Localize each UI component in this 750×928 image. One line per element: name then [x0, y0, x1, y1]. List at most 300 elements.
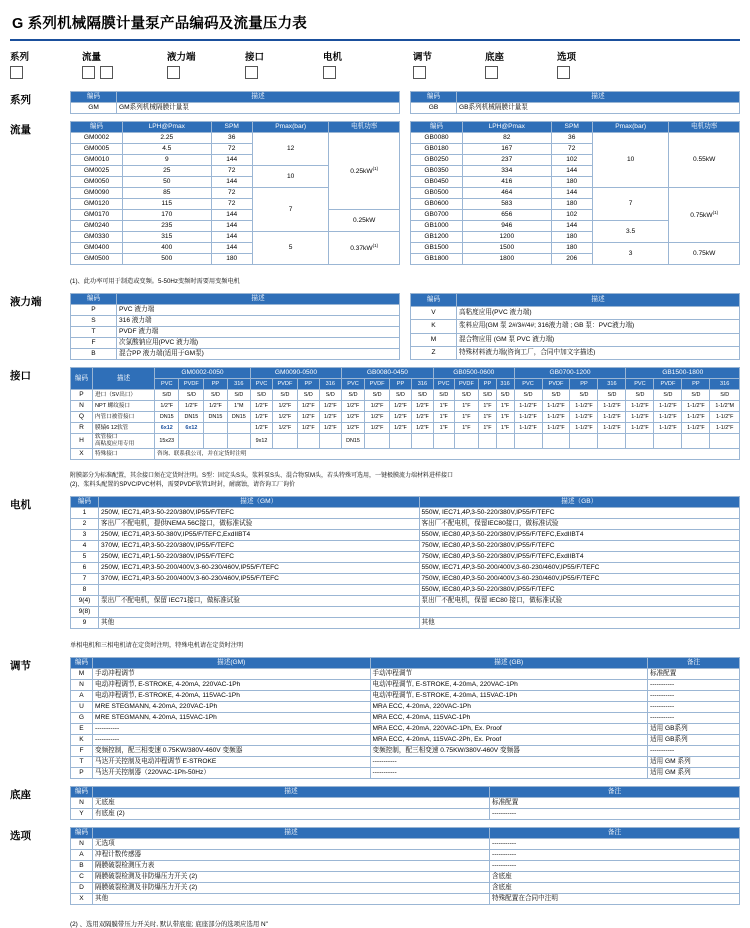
- table-cell: 适用 GM 系列: [648, 757, 740, 768]
- table-cell: 膜辕6 12软管: [93, 423, 155, 434]
- table-cell: 72: [211, 144, 252, 155]
- table-cell: 浆料应用(GM 泵 2#/3#/4#; 316液力端 ; GB 泵：PVC液力端): [457, 320, 740, 333]
- code-string-bar: [10, 49, 740, 81]
- table-cell: 180: [551, 177, 592, 188]
- code-box[interactable]: [413, 66, 426, 79]
- table-cell: 1-1/2"F: [626, 401, 654, 412]
- table-cell: 400: [123, 243, 212, 254]
- table-cell: 无选项: [93, 839, 490, 850]
- table-cell: 1-1/2"F: [654, 412, 682, 423]
- table-cell: GM系列机械隔膜计量泵: [117, 103, 400, 114]
- code-box[interactable]: [485, 66, 498, 79]
- table-cell: 9(8): [71, 607, 99, 618]
- table-cell: DN15: [179, 412, 204, 423]
- table-cell: 1-1/2"F: [654, 423, 682, 434]
- table-cell: S: [71, 316, 117, 327]
- table-cell: 咨询、联系我公司，并在定货时注明: [155, 449, 740, 460]
- table-cell: S/D: [179, 390, 204, 401]
- table-cell: 3: [592, 243, 669, 265]
- column-header: 编码: [71, 787, 93, 798]
- table-cell: 167: [463, 144, 552, 155]
- table-cell: [273, 434, 298, 449]
- table-cell: 36: [211, 133, 252, 144]
- table-cell: GB0450: [411, 177, 463, 188]
- table-cell: U: [71, 702, 93, 713]
- table-cell: 1/2"F: [389, 401, 411, 412]
- table-cell: S/D: [319, 390, 341, 401]
- table-cell: 马达开关控制器（220VAC-1Ph-50Hz）: [93, 768, 371, 779]
- column-header: PP: [389, 379, 411, 390]
- codecell-series: 系列: [10, 49, 82, 81]
- table-row: [411, 320, 740, 333]
- table-cell: 0.25kW: [329, 210, 400, 232]
- table-cell: 1: [71, 508, 99, 519]
- table-row: [71, 735, 740, 746]
- table-cell: 115: [123, 199, 212, 210]
- table-cell: M: [411, 333, 457, 346]
- table-row: [71, 103, 400, 114]
- table-row: [71, 669, 740, 680]
- liquid-end-table-left: [70, 293, 400, 360]
- table-cell: 1"F: [454, 423, 479, 434]
- column-header: PVDF: [365, 379, 390, 390]
- table-cell: S/D: [433, 390, 454, 401]
- table-cell: S/D: [598, 390, 626, 401]
- table-cell: 1-1/2"F: [514, 412, 542, 423]
- table-row: [71, 574, 740, 585]
- column-header: GM0090-0500: [251, 368, 342, 379]
- table-cell: PVC 液力端: [117, 305, 400, 316]
- table-cell: GB1500: [411, 243, 463, 254]
- table-cell: GM0005: [71, 144, 123, 155]
- table-cell: 144: [211, 155, 252, 166]
- column-header: 编码: [411, 92, 457, 103]
- table-cell: 1/2"F: [389, 423, 411, 434]
- table-cell: 1-1/2"F: [710, 412, 740, 423]
- table-cell: 1"F: [496, 401, 514, 412]
- table-cell: 手动冲程调节: [370, 669, 648, 680]
- table-cell: MRA ECC, 4-20mA, 220VAC-1Ph, Ex. Proof: [370, 724, 648, 735]
- table-cell: 混合PP 液力端(适用于GM泵): [117, 349, 400, 360]
- codecell-adjust: 调节: [413, 49, 485, 81]
- column-header: 描述: [117, 92, 400, 103]
- table-cell: S/D: [227, 390, 250, 401]
- table-cell: -----------: [93, 735, 371, 746]
- code-box[interactable]: [323, 66, 336, 79]
- table-row: [71, 768, 740, 779]
- table-cell: MRA ECC, 4-20mA, 220VAC-1Ph: [370, 702, 648, 713]
- table-row: [71, 607, 740, 618]
- table-row: [71, 305, 400, 316]
- table-row: [71, 809, 740, 820]
- table-cell: 583: [463, 199, 552, 210]
- table-cell: -----------: [370, 768, 648, 779]
- column-header: 编码: [71, 122, 123, 133]
- column-header: Pmax(bar): [592, 122, 669, 133]
- column-header: GB0500-0600: [433, 368, 514, 379]
- table-cell: 电动冲程调节, E-STROKE, 4-20mA, 115VAC-1Ph: [370, 691, 648, 702]
- column-header: PP: [682, 379, 710, 390]
- table-row: [71, 390, 740, 401]
- column-header: PP: [479, 379, 496, 390]
- code-box[interactable]: [100, 66, 113, 79]
- column-header: 编码: [411, 294, 457, 307]
- table-cell: 15x23: [155, 434, 179, 449]
- table-cell: N: [71, 839, 93, 850]
- table-cell: S/D: [514, 390, 542, 401]
- table-row: [71, 839, 740, 850]
- table-cell: GM0240: [71, 221, 123, 232]
- table-cell: 1/2"F: [273, 412, 298, 423]
- table-cell: 102: [551, 210, 592, 221]
- table-cell: N: [71, 680, 93, 691]
- table-row: [71, 861, 740, 872]
- table-cell: N: [71, 798, 93, 809]
- section-interface: 接口 编码 描述 GM0002-0050 GM0090-0500 GB0080-0450 GB0500-0600 GB0700-1200 GB1500-1800 PVC PVDF PP 316 PVC PVDF PP 316 PVC PVDF PP 316 PVC PVDF PP 316 PVC PVDF PP 316 PVC PVDF PP 316 P 进口（SV出口） S/D S/D S/D S/D S/D S/D S/D S/D S/D S/D S/D S/D S/D S/D S/D S/D S/D S/D S/D S/D S/D S/D S/D S/D N NPT 螺纹接口 1/2"F 1/2"F 1/2"F 1"M 1/2"F 1/2"F 1/2"F 1/2"F 1/2"F 1/2"F 1/2"F 1/2"F 1"F 1"F 1"F 1"F 1-1/2"F 1-1/2"F 1-1/2"F 1-1/2"F 1-1/2"F 1-1/2"F 1-1/2"F 1-1/2"M Q 内管口被管接口 DN15 DN15 DN15 DN15 1/2"F 1/2"F 1/2"F 1/2"F 1/2"F 1/2"F 1/2"F 1/2"F 1"F 1"F 1"F 1"F 1-1/2"F 1-1/2"F 1-1/2"F 1-1/2"F 1-1/2"F 1-1/2"F 1-1/2"F 1-1/2"F R 膜辕6 12软管 6x12 6x12 1/2"F 1/2"F 1/2"F 1/2"F 1/2"F 1/2"F 1/2"F 1/2"F 1"F 1"F 1"F 1"F 1-1/2"F 1-1/2"F 1-1/2"F 1-1/2"F 1-1/2"F 1-1/2"F 1-1/2"F 1-1/2"F H 软管接口 高粘度应用专用 15x23 9x12 DN15 X 特殊接口 咨询、联系我公司，并在定货时注明 附膜部分为标准配置，其余接口须在定货时注明。S型：固定头S头，浆料泵S头、混合物泵M头，若头特殊可选用，一键极膜流力端材料进样接口 (2)、浆料头配置的SPVC/PVC材料，需要PVDF软管1时封，耐腐蚀，请咨询工厂询价: [10, 367, 740, 489]
- table-cell: GB0080: [411, 133, 463, 144]
- table-cell: P: [71, 305, 117, 316]
- table-cell: DN15: [155, 412, 179, 423]
- table-cell: -----------: [648, 702, 740, 713]
- code-box[interactable]: [557, 66, 570, 79]
- table-cell: T: [71, 757, 93, 768]
- table-cell: GB1000: [411, 221, 463, 232]
- column-header: 描述: [457, 92, 740, 103]
- column-header: 电机功率: [669, 122, 740, 133]
- table-cell: 特殊接口: [93, 449, 155, 460]
- column-header: PP: [570, 379, 598, 390]
- interface-table: [70, 367, 740, 460]
- table-cell: GM0170: [71, 210, 123, 221]
- table-cell: R: [71, 423, 93, 434]
- table-cell: 1"F: [479, 401, 496, 412]
- table-row: [71, 746, 740, 757]
- table-cell: GM0500: [71, 254, 123, 265]
- table-cell: 1/2"F: [179, 401, 204, 412]
- table-cell: 1/2"F: [204, 401, 227, 412]
- table-cell: 1/2"F: [319, 401, 341, 412]
- table-cell: GB0500: [411, 188, 463, 199]
- table-cell: 1-1/2"M: [710, 401, 740, 412]
- table-cell: 1-1/2"F: [682, 401, 710, 412]
- table-cell: GB1800: [411, 254, 463, 265]
- column-header: 316: [710, 379, 740, 390]
- table-cell: DN15: [341, 434, 364, 449]
- table-cell: 1/2"F: [365, 412, 390, 423]
- table-cell: 170: [123, 210, 212, 221]
- table-cell: P: [71, 768, 93, 779]
- table-cell: 混合物应用 (GM 泵 PVC 液力端): [457, 333, 740, 346]
- table-cell: 手动冲程调节: [93, 669, 371, 680]
- column-header: 描述（GM）: [99, 497, 420, 508]
- section-flow: 流量 编码 LPH@Pmax SPM Pmax(bar) 电机功率 GM0002 2.25 36 12 $0.25kW^{(1)}$ GM0005 4.5 72 GM0010 9 144 GM0025 25 72 10 GM0050 50 144 GM0090 85 72 7 GM0120 115 72 GM0170 170 144 0.25kW GM0240 235 144 GM0330 315 144 5 $0.37kW^{(1)}$ GM0400 400 144 GM0500 500 180 编码 LPH@Pmax SPM Pmax(bar) 电机功率 GB0080 82 36 10 0.55kW GB0180 167 72 GB0250 237 102 GB0350 334 144 GB0450 416 180 GB0500 464 144 7 $0.75kW^{(1)}$ GB0600 583 180 GB0700 656 102 GB1000 946 144 3.5 GB1200 1200 180 GB1500 1500 180 3 0.75kW GB1800 1800 206 (1)、此功率可用于制造或变频。5-50Hz变频时需要用变频电机: [10, 121, 740, 286]
- table-cell: [297, 434, 319, 449]
- column-header: PVDF: [454, 379, 479, 390]
- table-row: [71, 412, 740, 423]
- table-cell: GM0330: [71, 232, 123, 243]
- table-cell: 1/2"F: [297, 423, 319, 434]
- section-base: 底座 编码 描述 备注 N 无底座 标准配置 Y 有底座 (2) -----------: [10, 786, 740, 820]
- code-box[interactable]: [10, 66, 23, 79]
- table-row: [71, 327, 400, 338]
- table-cell: 102: [551, 155, 592, 166]
- table-cell: 656: [463, 210, 552, 221]
- column-header: PVDF: [273, 379, 298, 390]
- table-cell: [179, 434, 204, 449]
- column-header: PVDF: [542, 379, 570, 390]
- table-row: [71, 552, 740, 563]
- column-header: 描述: [457, 294, 740, 307]
- table-cell: [433, 434, 454, 449]
- table-cell: GM0010: [71, 155, 123, 166]
- table-cell: 9(4): [71, 596, 99, 607]
- table-cell: 电动冲程调节, E-STROKE, 4-20mA, 115VAC-1Ph: [93, 691, 371, 702]
- table-cell: 5: [71, 552, 99, 563]
- table-cell: 1/2"F: [155, 401, 179, 412]
- table-cell: 6x12: [179, 423, 204, 434]
- note-line: (2)、浆料头配置的SPVC/PVC材料，需要PVDF软管1时封，耐腐蚀，请咨询工厂询价: [70, 481, 296, 488]
- table-cell: 144: [211, 177, 252, 188]
- column-header: PVC: [251, 379, 273, 390]
- table-cell: 进口（SV出口）: [93, 390, 155, 401]
- table-cell: 550W, IEC80,4P,3-50-220/380V,IP55/F/TEFC: [419, 585, 740, 596]
- table-cell: 1/2"F: [297, 412, 319, 423]
- table-row: [71, 541, 740, 552]
- table-row: [71, 585, 740, 596]
- table-cell: 6x12: [155, 423, 179, 434]
- note-line: 附膜部分为标准配置，其余接口须在定货时注明。S型：固定头S头，浆料泵S头、混合物泵M头，若头特殊可选用，一键极膜流力端材料进样接口: [70, 473, 454, 479]
- flow-note: (1)、此功率可用于制造或变频。5-50Hz变频时需要用变频电机: [70, 278, 240, 285]
- table-cell: 1"M: [227, 401, 250, 412]
- table-cell: 1800: [463, 254, 552, 265]
- table-cell: 750W, IEC80,4P,3-50-200/400V,3-60-230/460V,IP55/F/TEFC: [419, 574, 740, 585]
- table-cell: $0.37kW^{(1)}$: [329, 232, 400, 265]
- table-cell: 1-1/2"F: [570, 401, 598, 412]
- table-cell: 4: [71, 541, 99, 552]
- section-series: 系列 编码 描述 GM GM系列机械隔膜计量泵 编码 描述 GB GB系列机械隔膜计量泵: [10, 91, 740, 114]
- table-cell: GB0700: [411, 210, 463, 221]
- table-row: [411, 188, 740, 199]
- table-cell: GB0600: [411, 199, 463, 210]
- column-header: GB1500-1800: [626, 368, 740, 379]
- table-cell: 25: [123, 166, 212, 177]
- table-cell: GM0120: [71, 199, 123, 210]
- table-cell: 1-1/2"F: [654, 401, 682, 412]
- table-row: [71, 691, 740, 702]
- table-cell: 客出厂不配电机，提供NEMA 56C接口，做标准试验: [99, 519, 420, 530]
- table-cell: 特殊材料液力端(咨询工厂，合同中加文字描述): [457, 346, 740, 359]
- table-cell: 9: [123, 155, 212, 166]
- table-cell: GB: [411, 103, 457, 114]
- table-cell: 7: [592, 188, 669, 221]
- column-header: SPM: [211, 122, 252, 133]
- code-box[interactable]: [167, 66, 180, 79]
- table-cell: 1/2"F: [319, 423, 341, 434]
- table-cell: 464: [463, 188, 552, 199]
- column-header: 备注: [490, 787, 740, 798]
- table-row: [71, 894, 740, 905]
- table-cell: [514, 434, 542, 449]
- table-cell: 标准配置: [490, 798, 740, 809]
- table-cell: 144: [211, 210, 252, 221]
- table-cell: A: [71, 850, 93, 861]
- column-header: PVC: [155, 379, 179, 390]
- table-cell: 有底座 (2): [93, 809, 490, 820]
- table-cell: 0.55kW: [669, 133, 740, 188]
- table-cell: 370W, IEC71,4P,3-50-220/380V,IP55/F/TEFC: [99, 541, 420, 552]
- table-cell: 1/2"F: [273, 423, 298, 434]
- table-cell: -----------: [490, 861, 740, 872]
- table-cell: 1/2"F: [251, 401, 273, 412]
- table-cell: [419, 607, 740, 618]
- table-row: [411, 307, 740, 320]
- table-cell: 72: [211, 166, 252, 177]
- table-cell: D: [71, 883, 93, 894]
- column-header: LPH@Pmax: [123, 122, 212, 133]
- table-cell: 10: [252, 166, 329, 188]
- column-header: 描述: [117, 294, 400, 305]
- table-cell: 其他: [93, 894, 490, 905]
- table-cell: 370W, IEC71,4P,3-50-200/400V,3-60-230/460V,IP55/F/TEFC: [99, 574, 420, 585]
- table-cell: 1-1/2"F: [598, 401, 626, 412]
- table-cell: $0.75kW^{(1)}$: [669, 188, 740, 243]
- table-cell: [99, 585, 420, 596]
- table-cell: 144: [551, 188, 592, 199]
- table-row: [411, 346, 740, 359]
- table-cell: 1-1/2"F: [682, 423, 710, 434]
- table-cell: GB0250: [411, 155, 463, 166]
- table-row: [411, 333, 740, 346]
- table-cell: 1/2"F: [411, 412, 433, 423]
- table-cell: 12: [252, 133, 329, 166]
- column-header: 描述(GM): [93, 658, 371, 669]
- table-cell: 1"F: [433, 401, 454, 412]
- table-cell: 144: [211, 221, 252, 232]
- column-header: 备注: [648, 658, 740, 669]
- table-cell: GB0180: [411, 144, 463, 155]
- table-cell: [542, 434, 570, 449]
- column-header: 描述: [93, 787, 490, 798]
- table-cell: GM0400: [71, 243, 123, 254]
- motor-table: [70, 496, 740, 629]
- series-table-gb: [410, 91, 740, 114]
- table-cell: 946: [463, 221, 552, 232]
- table-cell: S/D: [626, 390, 654, 401]
- table-cell: 550W, IEC80,4P,3-50-220/380V,IP55/F/TEFC,ExdIIBT4: [419, 530, 740, 541]
- code-box[interactable]: [82, 66, 95, 79]
- table-cell: [204, 423, 227, 434]
- table-cell: 含底座: [490, 883, 740, 894]
- table-cell: 250W, IEC71,4P,1-50-220/380V,IP55/F/TEFC: [99, 552, 420, 563]
- column-header: PVC: [341, 379, 364, 390]
- table-row: [71, 133, 400, 144]
- table-cell: 电动冲程调节, E-STROKE, 4-20mA, 220VAC-1Ph: [370, 680, 648, 691]
- codecell-liquid-end: 液力端: [167, 49, 245, 81]
- table-cell: DN15: [227, 412, 250, 423]
- table-cell: 750W, IEC80,4P,3-50-220/380V,IP55/F/TEFC,ExdIIBT4: [419, 552, 740, 563]
- table-cell: 1-1/2"F: [626, 423, 654, 434]
- table-cell: 72: [211, 199, 252, 210]
- table-cell: 144: [211, 232, 252, 243]
- table-cell: [626, 434, 654, 449]
- motor-note: 单相电机和三相电机请在定货时注明，特殊电机请在定货时注明: [70, 642, 244, 649]
- table-cell: 适用 GB系列: [648, 735, 740, 746]
- flow-table-gm: [70, 121, 400, 265]
- table-cell: -----------: [490, 850, 740, 861]
- table-cell: PVDF 液力端: [117, 327, 400, 338]
- table-cell: 隔膜破裂检测及非防爆压力开关 (2): [93, 883, 490, 894]
- table-cell: 250W, IEC71,4P,3-50-200/400V,3-60-230/460V,IP55/F/TEFC: [99, 563, 420, 574]
- table-cell: GB系列机械隔膜计量泵: [457, 103, 740, 114]
- table-cell: 5: [252, 232, 329, 265]
- table-cell: S/D: [341, 390, 364, 401]
- table-cell: S/D: [297, 390, 319, 401]
- table-cell: S/D: [542, 390, 570, 401]
- column-header: PP: [297, 379, 319, 390]
- table-cell: 144: [211, 243, 252, 254]
- table-cell: 235: [123, 221, 212, 232]
- table-cell: 适用 GM 系列: [648, 768, 740, 779]
- table-cell: 180: [551, 243, 592, 254]
- table-cell: Z: [411, 346, 457, 359]
- code-box[interactable]: [245, 66, 258, 79]
- table-cell: 144: [551, 221, 592, 232]
- column-header: GM0002-0050: [155, 368, 251, 379]
- codecell-flow: 流量: [82, 49, 167, 81]
- liquid-end-table-right: [410, 293, 740, 360]
- table-cell: GM0090: [71, 188, 123, 199]
- table-row: [71, 401, 740, 412]
- table-row: [71, 618, 740, 629]
- codecell-interface: 接口: [245, 49, 323, 81]
- table-cell: 1-1/2"F: [514, 401, 542, 412]
- table-cell: 1200: [463, 232, 552, 243]
- table-cell: -----------: [648, 680, 740, 691]
- table-cell: 3: [71, 530, 99, 541]
- column-header: 编码: [71, 92, 117, 103]
- table-cell: 1/2"F: [251, 412, 273, 423]
- table-row: [71, 850, 740, 861]
- codecell-motor: 电机: [323, 49, 413, 81]
- table-row: [71, 596, 740, 607]
- section-options: 选项 编码 描述 备注 N 无选项 ----------- A 冲程计数传感器 ----------- B 隔膜破裂检测压力表 ----------- C 隔膜破裂检测及非防爆压力开关 (2) 含底座 D 隔膜破裂检测及非防爆压力开关 (2) 含底座 X 其他 特殊配置在合同中注明 (2) 、选用双隔膜带压力开关时, 默认带底座; 底座部分的选项应选用 N": [10, 827, 740, 928]
- table-cell: GB1200: [411, 232, 463, 243]
- table-cell: 1"F: [496, 423, 514, 434]
- table-cell: 1-1/2"F: [542, 412, 570, 423]
- column-header: LPH@Pmax: [463, 122, 552, 133]
- table-cell: 电动冲程调节, E-STROKE, 4-20mA, 220VAC-1Ph: [93, 680, 371, 691]
- table-cell: S/D: [682, 390, 710, 401]
- table-cell: 1"F: [479, 412, 496, 423]
- column-header: 316: [598, 379, 626, 390]
- table-cell: 泵出厂不配电机，保留 IEC80 接口，做标准试验: [419, 596, 740, 607]
- table-cell: 内管口被管接口: [93, 412, 155, 423]
- table-cell: NPT 螺纹接口: [93, 401, 155, 412]
- table-cell: 72: [211, 188, 252, 199]
- column-header: 316: [227, 379, 250, 390]
- table-cell: S/D: [411, 390, 433, 401]
- table-cell: 1-1/2"F: [542, 401, 570, 412]
- table-cell: V: [411, 307, 457, 320]
- table-row: [71, 423, 740, 434]
- table-cell: -----------: [648, 713, 740, 724]
- table-cell: X: [71, 449, 93, 460]
- table-cell: 冲程计数传感器: [93, 850, 490, 861]
- table-row: [71, 530, 740, 541]
- column-header: PVDF: [179, 379, 204, 390]
- table-row: [71, 563, 740, 574]
- column-header: 描述 (GB): [370, 658, 648, 669]
